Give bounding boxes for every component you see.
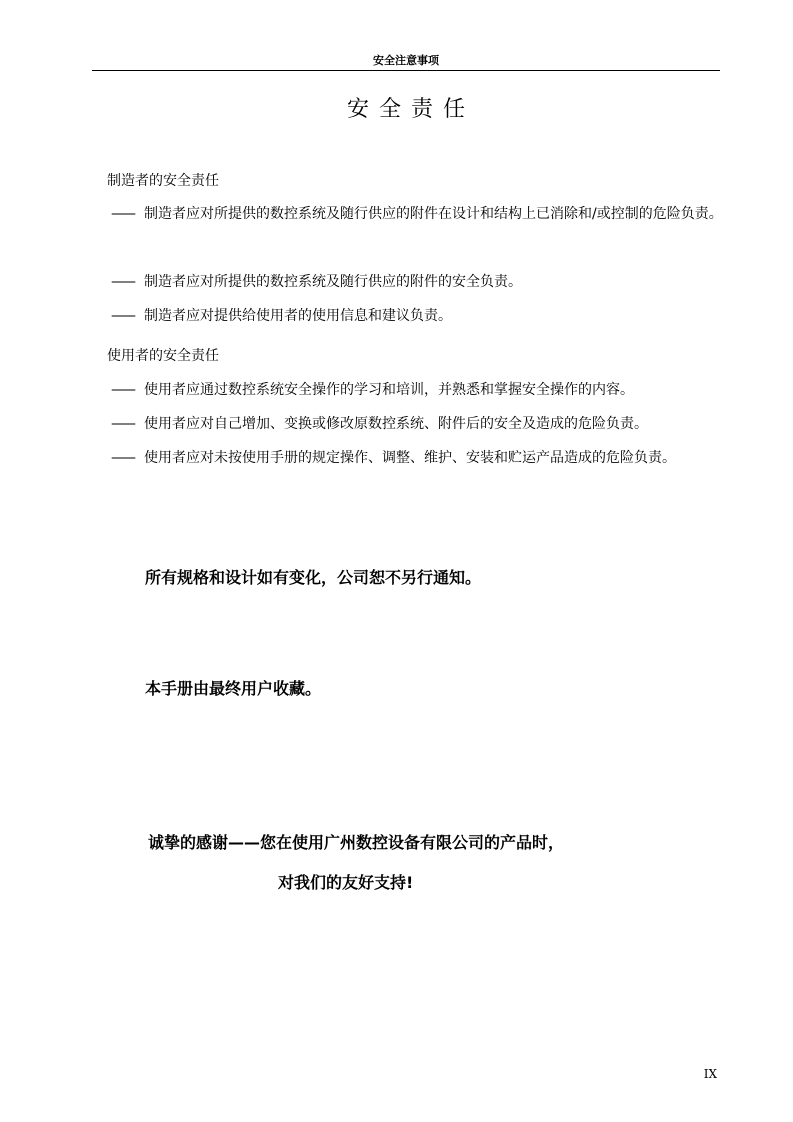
em-dash: ——	[111, 274, 133, 290]
item-text: 制造者应对所提供的数控系统及随行供应的附件在设计和结构上已消除和/或控制的危险负责。	[144, 206, 723, 222]
item-text: 制造者应对提供给使用者的使用信息和建议负责。	[144, 308, 452, 324]
em-dash: ——	[111, 206, 133, 222]
em-dash: ——	[111, 382, 133, 398]
manufacturer-item-2	[111, 265, 723, 299]
thanks-line-1: 诚挚的感谢——您在使用广州数控设备有限公司的产品时，	[148, 833, 565, 852]
item-text: 使用者应对自己增加、变换或修改原数控系统、附件后的安全及造成的危险负责。	[144, 416, 648, 432]
em-dash: ——	[111, 450, 133, 466]
page-number: IX	[703, 1067, 717, 1081]
item-text: 制造者应对所提供的数控系统及随行供应的附件的安全负责。	[144, 274, 522, 290]
header-rule	[92, 70, 720, 71]
spec-change-notice: 所有规格和设计如有变化，公司恕不另行通知。	[145, 568, 482, 587]
item-text: 使用者应对未按使用手册的规定操作、调整、维护、安装和贮运产品造成的危险负责。	[144, 450, 676, 466]
user-item-3	[111, 441, 723, 475]
page-title: 安全责任	[346, 97, 475, 122]
item-text: 使用者应通过数控系统安全操作的学习和培训，并熟悉和掌握安全操作的内容。	[144, 382, 634, 398]
user-item-2	[111, 407, 723, 441]
manufacturer-item-1	[111, 197, 723, 231]
user-item-1	[111, 373, 723, 407]
running-header: 安全注意事项	[373, 54, 439, 67]
keep-manual-notice: 本手册由最终用户收藏。	[145, 679, 322, 698]
manufacturer-heading: 制造者的安全责任	[107, 173, 219, 189]
manufacturer-item-3	[111, 299, 723, 333]
em-dash: ——	[111, 416, 133, 432]
em-dash: ——	[111, 308, 133, 324]
thanks-line-2: 对我们的友好支持!	[278, 873, 414, 892]
user-heading: 使用者的安全责任	[107, 348, 219, 364]
